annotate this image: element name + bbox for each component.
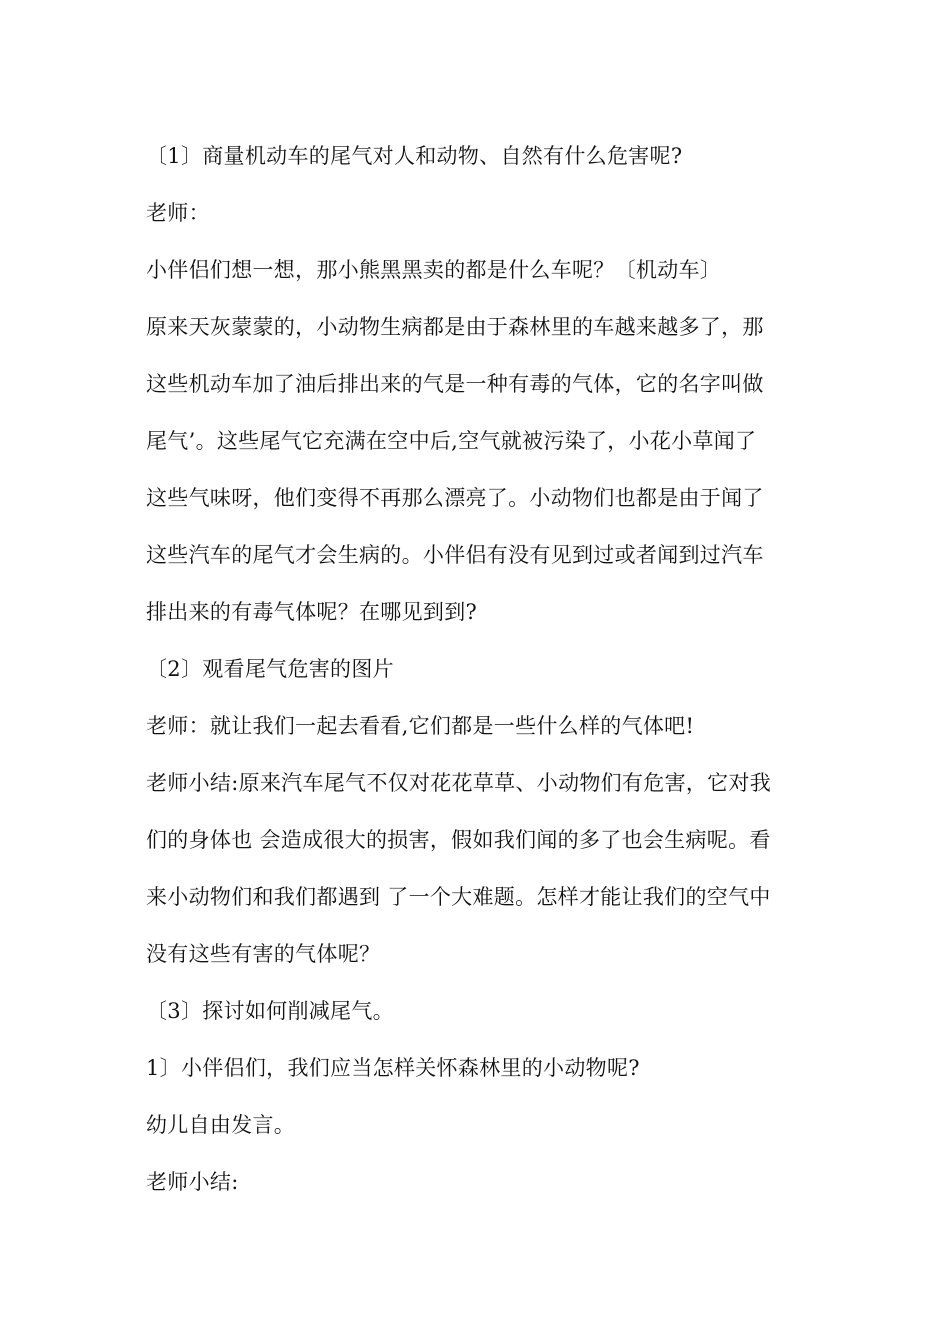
paragraph-line: 这些机动车加了油后排出来的气是一种有毒的气体，它的名字叫做 xyxy=(146,372,764,396)
paragraph-line: 老师：就让我们一起去看看,它们都是一些什么样的气体吧! xyxy=(146,714,695,738)
paragraph-line: 来小动物们和我们都遇到 了一个大难题。怎样才能让我们的空气中 xyxy=(146,885,771,909)
paragraph-line: 幼儿自由发言。 xyxy=(146,1113,296,1137)
teacher-label: 老师： xyxy=(146,201,210,225)
paragraph-line: 这些汽车的尾气才会生病的。小伴侣有没有见到过或者闻到过汽车 xyxy=(146,543,764,567)
paragraph-line: 排出来的有毒气体呢？在哪见到到? xyxy=(146,600,478,624)
question-3-heading: 〔3〕探讨如何削减尾气。 xyxy=(146,999,394,1023)
paragraph-line: 们的身体也 会造成很大的损害，假如我们闻的多了也会生病呢。看 xyxy=(146,828,771,852)
paragraph-line: 尾气’。这些尾气它充满在空中后,空气就被污染了，小花小草闻了 xyxy=(146,429,757,453)
paragraph-line: 小伴侣们想一想，那小熊黑黑卖的都是什么车呢？〔机动车〕 xyxy=(146,258,722,282)
document-body xyxy=(146,128,810,1211)
teacher-summary-label: 老师小结: xyxy=(146,1170,239,1194)
paragraph-line: 没有这些有害的气体呢？ xyxy=(146,942,381,966)
paragraph-line: 老师小结:原来汽车尾气不仅对花花草草、小动物们有危害，它对我 xyxy=(146,771,772,795)
paragraph-line: 1〕小伴侣们，我们应当怎样关怀森林里的小动物呢? xyxy=(146,1056,640,1080)
paragraph-line: 这些气味呀，他们变得不再那么漂亮了。小动物们也都是由于闻了 xyxy=(146,486,764,510)
paragraph-line: 原来天灰蒙蒙的，小动物生病都是由于森林里的车越来越多了，那 xyxy=(146,315,764,339)
question-1-heading: 〔1〕商量机动车的尾气对人和动物、自然有什么危害呢? xyxy=(146,144,683,168)
question-2-heading: 〔2〕观看尾气危害的图片 xyxy=(146,657,394,681)
